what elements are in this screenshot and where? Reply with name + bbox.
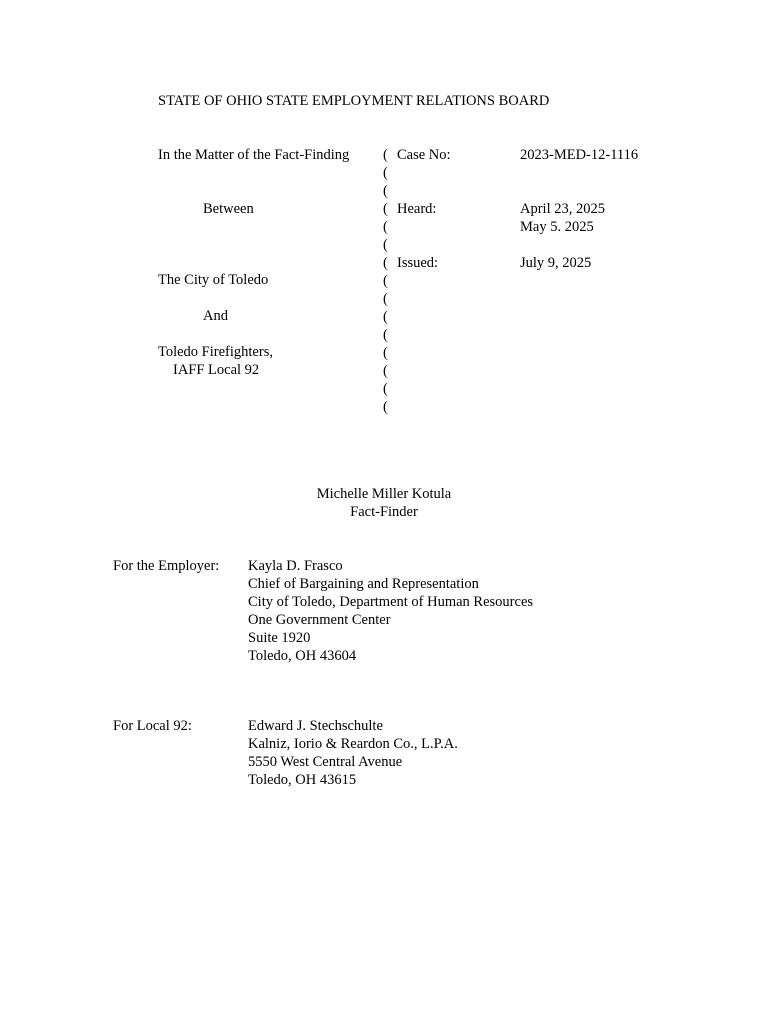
fact-finder-name: Michelle Miller Kotula <box>316 486 452 502</box>
caption-paren: ( <box>383 165 388 181</box>
caption-paren: ( <box>383 327 388 343</box>
caption-matter: In the Matter of the Fact-Finding <box>158 147 350 163</box>
heard-date-1: April 23, 2025 <box>520 201 605 217</box>
employer-rep-line: Chief of Bargaining and Representation <box>248 576 479 592</box>
caption-paren: ( <box>383 291 388 307</box>
union-rep-line: Toledo, OH 43615 <box>248 772 357 788</box>
caption-paren: ( <box>383 255 388 271</box>
caption-paren: ( <box>383 273 388 289</box>
employer-rep-line: Suite 1920 <box>248 630 311 646</box>
employer-rep-line: City of Toledo, Department of Human Resources <box>248 594 534 610</box>
union-rep-line: Edward J. Stechschulte <box>248 718 383 734</box>
caption-paren: ( <box>383 345 388 361</box>
case-no-value: 2023-MED-12-1116 <box>520 147 639 163</box>
caption-and: And <box>203 308 228 324</box>
union-rep-line: 5550 West Central Avenue <box>248 754 403 770</box>
issued-date: July 9, 2025 <box>520 255 592 271</box>
caption-paren: ( <box>383 147 388 163</box>
caption-paren: ( <box>383 381 388 397</box>
fact-finder-title: Fact-Finder <box>350 504 418 520</box>
employer-rep-line: Kayla D. Frasco <box>248 558 343 574</box>
document-title: STATE OF OHIO STATE EMPLOYMENT RELATIONS BOARD <box>158 93 550 109</box>
caption-paren: ( <box>383 237 388 253</box>
caption-party-union-line1: Toledo Firefighters, <box>158 344 273 360</box>
caption-paren: ( <box>383 399 388 415</box>
caption-paren: ( <box>383 363 388 379</box>
caption-party-union-line2: IAFF Local 92 <box>173 362 260 378</box>
employer-rep-label: For the Employer: <box>113 558 220 574</box>
case-no-label: Case No: <box>397 147 451 163</box>
union-rep-line: Kalniz, Iorio & Reardon Co., L.P.A. <box>248 736 458 752</box>
caption-party-employer: The City of Toledo <box>158 272 269 288</box>
employer-rep-line: Toledo, OH 43604 <box>248 648 357 664</box>
employer-rep-line: One Government Center <box>248 612 391 628</box>
caption-paren: ( <box>383 183 388 199</box>
caption-paren: ( <box>383 309 388 325</box>
caption-between: Between <box>203 201 254 217</box>
union-rep-label: For Local 92: <box>113 718 192 734</box>
issued-label: Issued: <box>397 255 439 271</box>
heard-label: Heard: <box>397 201 437 217</box>
caption-paren: ( <box>383 219 388 235</box>
heard-date-2: May 5. 2025 <box>520 219 594 235</box>
caption-paren: ( <box>383 201 388 217</box>
